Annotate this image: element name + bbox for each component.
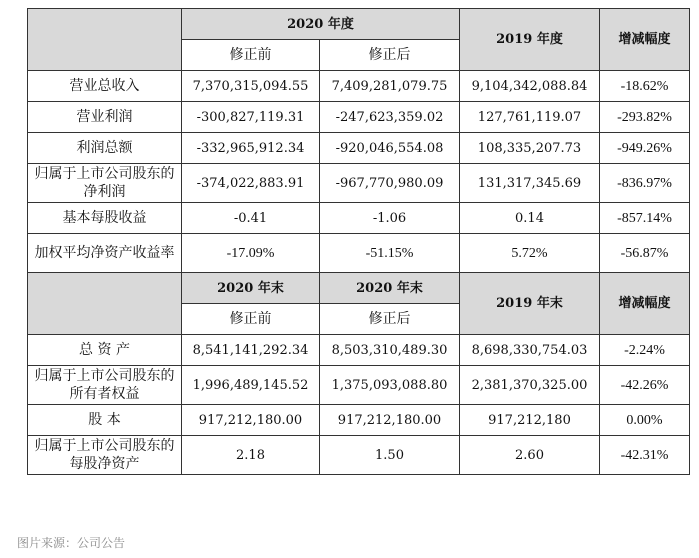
- table-row: [28, 102, 690, 133]
- value-before: -17.09%: [182, 234, 320, 273]
- header-period-current-a: 2020 年末: [182, 273, 320, 304]
- value-before: -374,022,883.91: [182, 164, 320, 203]
- value-after: -247,623,359.02: [320, 102, 460, 133]
- table-row: [28, 366, 690, 405]
- value-after: 917,212,180.00: [320, 405, 460, 436]
- row-label: 利润总额: [28, 133, 182, 164]
- table-row: [28, 436, 690, 475]
- value-before: 917,212,180.00: [182, 405, 320, 436]
- value-change: -857.14%: [600, 203, 690, 234]
- financial-data-table: [27, 8, 690, 475]
- header-period-current: 2020 年度: [182, 9, 460, 40]
- row-label: 归属于上市公司股东的每股净资产: [28, 436, 182, 475]
- header-blank-cell: [28, 9, 182, 71]
- value-after: -920,046,554.08: [320, 133, 460, 164]
- value-before: -300,827,119.31: [182, 102, 320, 133]
- table-row: [28, 203, 690, 234]
- value-before: 8,541,141,292.34: [182, 335, 320, 366]
- value-change: -42.26%: [600, 366, 690, 405]
- value-change: -949.26%: [600, 133, 690, 164]
- value-prior: 8,698,330,754.03: [460, 335, 600, 366]
- value-before: 1,996,489,145.52: [182, 366, 320, 405]
- value-change: -2.24%: [600, 335, 690, 366]
- value-before: 2.18: [182, 436, 320, 475]
- value-prior: 917,212,180: [460, 405, 600, 436]
- row-label: 加权平均净资产收益率: [28, 234, 182, 273]
- value-prior: 127,761,119.07: [460, 102, 600, 133]
- header-before: 修正前: [182, 40, 320, 71]
- row-label: 归属于上市公司股东的净利润: [28, 164, 182, 203]
- section1-header-row: [28, 9, 690, 40]
- header-period-current-b: 2020 年末: [320, 273, 460, 304]
- image-source-caption: 图片来源：公司公告: [17, 536, 126, 550]
- row-label: 股 本: [28, 405, 182, 436]
- value-change: -18.62%: [600, 71, 690, 102]
- value-prior: 0.14: [460, 203, 600, 234]
- header-after: 修正后: [320, 304, 460, 335]
- value-after: 8,503,310,489.30: [320, 335, 460, 366]
- value-after: 1.50: [320, 436, 460, 475]
- section2-header-row: [28, 273, 690, 304]
- value-change: -293.82%: [600, 102, 690, 133]
- header-after: 修正后: [320, 40, 460, 71]
- table-row: [28, 133, 690, 164]
- table-row: [28, 164, 690, 203]
- header-period-prior: 2019 年末: [460, 273, 600, 335]
- header-period-prior: 2019 年度: [460, 9, 600, 71]
- value-after: 7,409,281,079.75: [320, 71, 460, 102]
- header-blank-cell: [28, 273, 182, 335]
- row-label: 基本每股收益: [28, 203, 182, 234]
- row-label: 总 资 产: [28, 335, 182, 366]
- value-before: -0.41: [182, 203, 320, 234]
- header-change: 增减幅度: [600, 9, 690, 71]
- value-prior: 5.72%: [460, 234, 600, 273]
- value-after: -967,770,980.09: [320, 164, 460, 203]
- row-label: 营业总收入: [28, 71, 182, 102]
- value-prior: 108,335,207.73: [460, 133, 600, 164]
- table-row: [28, 405, 690, 436]
- value-prior: 131,317,345.69: [460, 164, 600, 203]
- value-prior: 2,381,370,325.00: [460, 366, 600, 405]
- value-change: -42.31%: [600, 436, 690, 475]
- value-change: 0.00%: [600, 405, 690, 436]
- value-before: -332,965,912.34: [182, 133, 320, 164]
- value-change: -836.97%: [600, 164, 690, 203]
- table-row: [28, 234, 690, 273]
- header-change: 增减幅度: [600, 273, 690, 335]
- value-after: -1.06: [320, 203, 460, 234]
- table-row: [28, 335, 690, 366]
- table-row: [28, 71, 690, 102]
- value-change: -56.87%: [600, 234, 690, 273]
- header-before: 修正前: [182, 304, 320, 335]
- value-after: -51.15%: [320, 234, 460, 273]
- value-before: 7,370,315,094.55: [182, 71, 320, 102]
- value-prior: 9,104,342,088.84: [460, 71, 600, 102]
- row-label: 归属于上市公司股东的所有者权益: [28, 366, 182, 405]
- value-prior: 2.60: [460, 436, 600, 475]
- value-after: 1,375,093,088.80: [320, 366, 460, 405]
- row-label: 营业利润: [28, 102, 182, 133]
